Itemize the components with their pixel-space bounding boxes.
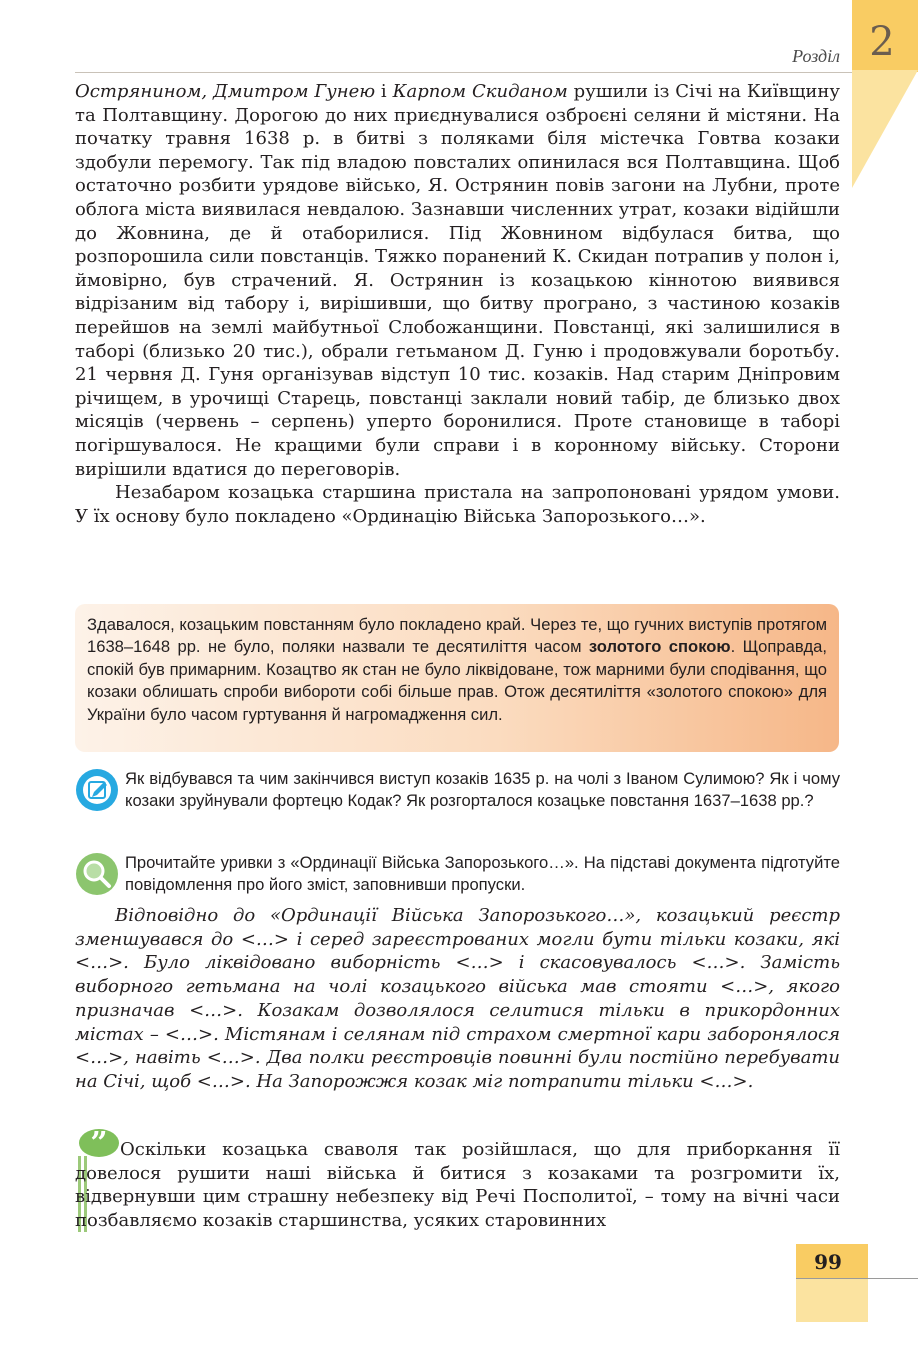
italic-names-1: Острянином, Дмитром Гунею (75, 81, 376, 102)
paragraph-1-rest: рушили із Січі на Київщину та Полтавщину. Дорогою до них приєднувалися озброєні селяни й містяни. На початку травня 1638 р. в битві з поляками біля містечка Говтва козаки здобули перемогу. Так під владою повсталих опинилася вся Полтавщина. Щоб остаточно розбити урядове військо, Я. Острянин повів загони на Лубни, проте облога міста виявилася невдалою. Зазнавши численних утрат, козаки відійшли до Жовнина, де й отаборилися. Під Жовнином відбулася битва, що розпорошила сили повстанців. Тяжко поранений К. Скидан потрапив у полон і, ймовірно, був страчений. Я. Острянин із козацькою кіннотою виявився відрізаним від табору і, вирішивши, що битву програно, з частиною козаків перейшов на землі майбутньої Слобожанщини. Повстанці, які залишилися в таборі (близько 20 тис.), обрали гетьманом Д. Гуню і продовжували боротьбу. 21 червня Д. Гуня організував відступ 10 тис. козаків. Над старим Дніпровим річищем, в урочищі Старець, повстанці заклали новий табір, де близько двох місяців (червень – серпень) уперто боронилися. Проте становище в таборі погіршувалося. Не кращими були справи і в коронному війську. Сторони вирішили вдатися до переговорів. (75, 81, 841, 480)
magnifier-icon (75, 852, 119, 896)
conjunction: і (375, 81, 393, 102)
question-text-1: Як відбувався та чим закінчився виступ козаків 1635 р. на чолі з Іваном Сулимою? Як і чому козаки зруйнували фортецю Кодак? Як розгорталося козацьке повстання 1637–1638 рр.? (125, 769, 840, 810)
info-text-before: Здавалося, козацьким повстанням було покладено край. Через те, що гучних виступів протягом 1638–1648 рр. не було, поляки назвали те десятиліття часом (87, 615, 827, 657)
svg-text:”: ” (90, 1128, 108, 1158)
info-bold-term: золотого спокою (588, 637, 731, 657)
footer-rule (796, 1278, 918, 1279)
section-number: 2 (869, 19, 895, 65)
section-label: Розділ (792, 46, 840, 66)
page-number: 99 (814, 1250, 842, 1274)
header-rule (75, 72, 852, 73)
pencil-icon (75, 768, 119, 812)
info-box-text (87, 614, 827, 726)
quote-text: Оскільки козацька сваволя так розійшлася, що для приборкання її довелося рушити наші війська й битися з козаками та розгромити їх, відвернувши цим страшну небезпеку від Речі Посполитої, – тому на вічні часи позбавляємо козаків старшинства, усяких старовинних (75, 1139, 840, 1231)
page-number-tab-lower (796, 1278, 868, 1322)
paragraph-1 (75, 80, 840, 481)
question-text-2: Прочитайте уривки з «Ординації Війська Запорозького…». На підставі документа підготуйте повідомлення про його зміст, заповнивши пропуски. (125, 853, 840, 894)
paragraph-2: Незабаром козацька старшина пристала на запропоновані урядом умови. У їх основу було покладено «Ординацію Війська Запорозького…». (75, 482, 840, 527)
info-text-after: . Щоправда, спокій був примарним. Козацтво як стан не було ліквідоване, тож марними були сподівання, що козаки облишать спроби вибороти собі більше прав. Отож десятиліття «золотого спокою» для України було часом гуртування й нагромадження сил. (87, 637, 827, 724)
main-text (75, 80, 840, 528)
info-box (75, 604, 839, 752)
corner-decoration (852, 70, 918, 188)
exercise-text: Відповідно до «Ординації Війська Запорозького…», козацький реєстр зменшувався до <…> і серед зареєстрованих могли бути тільки козаки, які <…>. Було ліквідовано виборність <…> і скасовувалось <…>. Замість виборного гетьмана на чолі козацького війська мав стояти <…>, якого призначав <…>. Козакам дозволялося селитися тільки в прикордонних містах – <…>. Містянам і селянам під страхом смертної кари заборонялося <…>, навіть <…>. Два полки реєстровців повинні були постійно перебувати на Січі, щоб <…>. На Запорожжя козак міг потрапити тільки <…>. (75, 905, 840, 1092)
italic-names-2: Карпом Скиданом (392, 81, 568, 102)
exercise-block (75, 904, 840, 1094)
quote-block (75, 1138, 840, 1232)
